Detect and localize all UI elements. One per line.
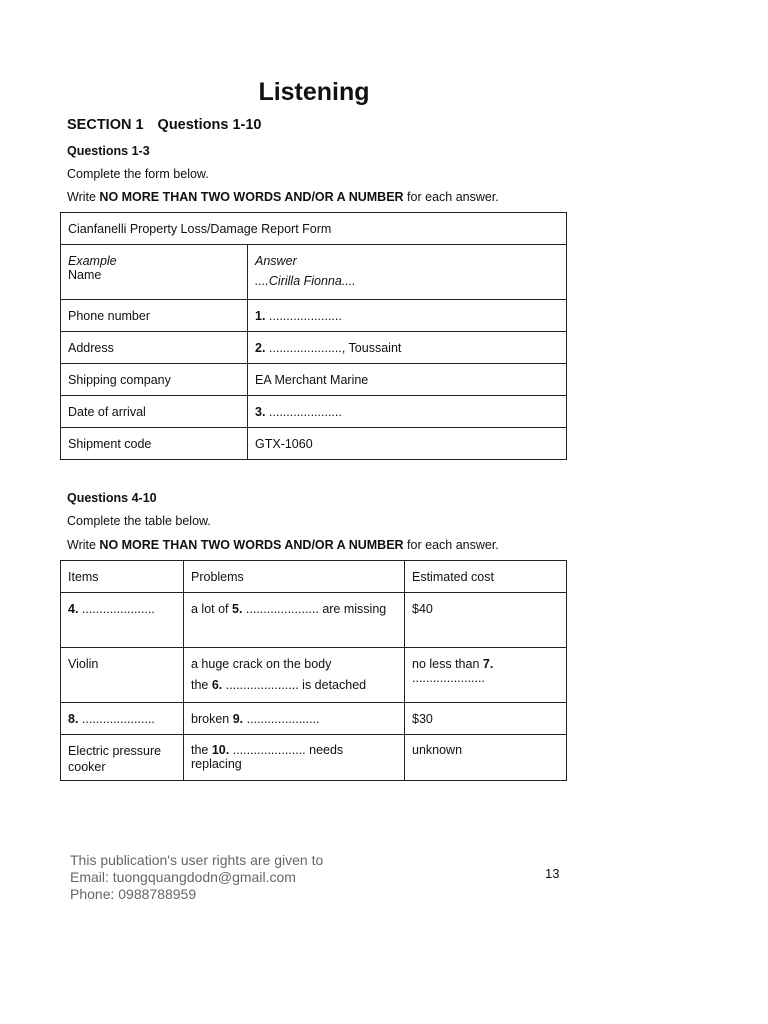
section-heading: [67, 117, 262, 133]
blank-dots: .....................: [265, 308, 342, 323]
questions-1-3-heading: Questions 1-3: [67, 144, 150, 158]
cost-value: $40: [405, 593, 567, 648]
question-number: 2.: [255, 340, 266, 355]
column-header-problems: Problems: [184, 561, 405, 593]
word-limit-prefix: Write: [67, 538, 100, 552]
problem-text: the: [191, 743, 212, 757]
footer-email: Email: tuongquangdodn@gmail.com: [70, 869, 296, 885]
questions-4-10-heading: Questions 4-10: [67, 491, 157, 505]
cost-text: no less than: [412, 657, 483, 671]
answer-blank-5[interactable]: [184, 593, 405, 648]
example-answer: ....Cirilla Fionna....: [255, 274, 356, 288]
question-number: 1.: [255, 308, 266, 323]
section-label: SECTION 1: [67, 117, 144, 133]
question-number: 3.: [255, 404, 266, 419]
problem-text: the: [191, 678, 212, 692]
form-field-value: GTX-1060: [248, 428, 567, 460]
report-form-table: [60, 212, 567, 460]
form-field-label: Address: [61, 332, 248, 364]
problem-text: ..................... is detached: [222, 678, 367, 692]
problem-text: ..................... are missing: [242, 602, 387, 616]
form-field-value: EA Merchant Marine: [248, 364, 567, 396]
answer-blank-2[interactable]: [248, 332, 567, 364]
word-limit-bold: NO MORE THAN TWO WORDS AND/OR A NUMBER: [99, 538, 404, 552]
cost-value: unknown: [405, 735, 567, 781]
answer-blank-1[interactable]: [248, 300, 567, 332]
damage-items-table: [60, 560, 567, 781]
answer-blank-6[interactable]: [184, 648, 405, 703]
footer-phone: Phone: 0988788959: [70, 886, 197, 902]
question-number: 6.: [211, 678, 223, 692]
page-number: 13: [545, 866, 560, 881]
blank-dots: ....................., Toussaint: [265, 340, 402, 355]
questions-4-10-instruction: Complete the table below.: [67, 514, 211, 528]
answer-blank-10[interactable]: [184, 735, 405, 781]
example-answer-cell: [248, 245, 567, 300]
example-field-cell: [61, 245, 248, 300]
form-field-label: Shipment code: [61, 428, 248, 460]
blank-dots: .....................: [265, 404, 342, 419]
footer-rights-line: This publication's user rights are given to: [70, 852, 324, 868]
answer-blank-3[interactable]: [248, 396, 567, 428]
cost-value: $30: [405, 703, 567, 735]
example-label: Example: [68, 254, 117, 268]
problem-text: broken: [191, 711, 233, 726]
rights-footer: [70, 852, 323, 903]
answer-blank-4[interactable]: [61, 593, 184, 648]
column-header-items: Items: [61, 561, 184, 593]
word-limit-suffix: for each answer.: [403, 538, 499, 552]
item-name: Electric pressure cooker: [61, 735, 184, 781]
question-number: 9.: [232, 711, 244, 726]
question-number: 7.: [482, 657, 494, 671]
blank-dots: .....................: [412, 671, 485, 685]
column-header-cost: Estimated cost: [405, 561, 567, 593]
word-limit-bold: NO MORE THAN TWO WORDS AND/OR A NUMBER: [99, 190, 404, 204]
questions-1-3-instruction: Complete the form below.: [67, 167, 209, 181]
questions-1-3-word-limit: [67, 190, 499, 204]
problem-text: a huge crack on the body: [191, 657, 332, 671]
question-number: 5.: [232, 602, 243, 616]
questions-4-10-word-limit: [67, 538, 499, 552]
question-number: 8.: [68, 711, 79, 726]
section-range: Questions 1-10: [157, 117, 262, 133]
example-answer-label: Answer: [255, 254, 297, 268]
blank-dots: .....................: [78, 711, 155, 726]
blank-dots: .....................: [243, 711, 320, 726]
form-field-label: Date of arrival: [61, 396, 248, 428]
form-field-label: Shipping company: [61, 364, 248, 396]
form-field-label: Phone number: [61, 300, 248, 332]
answer-blank-7[interactable]: [405, 648, 567, 703]
item-name: Violin: [61, 648, 184, 703]
page-title: Listening: [258, 78, 370, 106]
question-number: 4.: [68, 602, 79, 616]
blank-dots: .....................: [78, 602, 155, 616]
question-number: 10.: [211, 743, 230, 757]
problem-text: ..................... needs replacing: [191, 743, 344, 771]
example-field: Name: [68, 268, 102, 282]
word-limit-suffix: for each answer.: [403, 190, 499, 204]
answer-blank-9[interactable]: [184, 703, 405, 735]
form-title: Cianfanelli Property Loss/Damage Report Form: [61, 213, 567, 245]
problem-text: a lot of: [191, 602, 232, 616]
word-limit-prefix: Write: [67, 190, 100, 204]
answer-blank-8[interactable]: [61, 703, 184, 735]
